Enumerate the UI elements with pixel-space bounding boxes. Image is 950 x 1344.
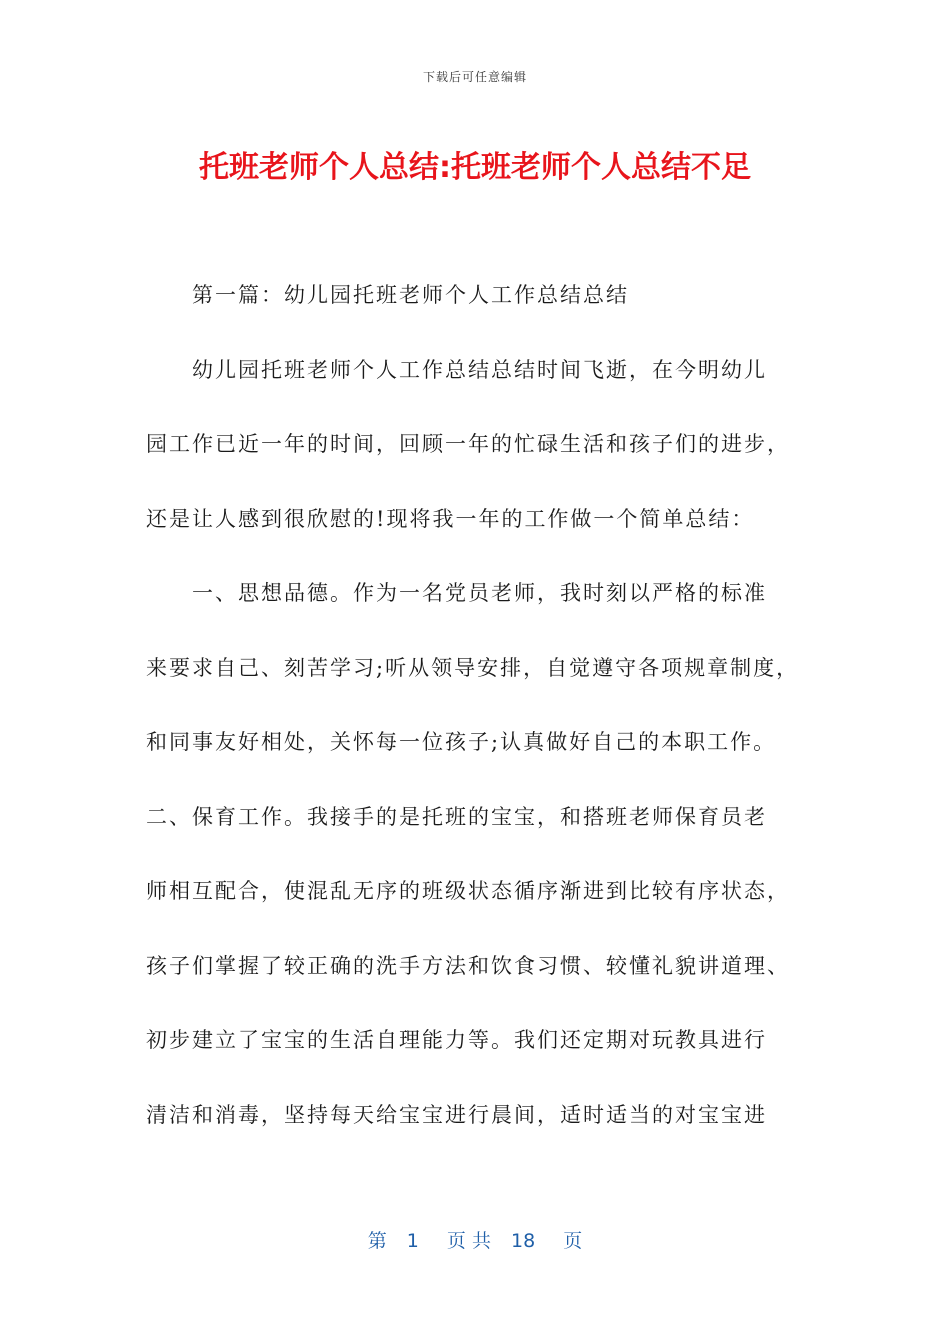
body-line: 二、保育工作。我接手的是托班的宝宝，和搭班老师保育员老: [146, 804, 767, 829]
body-line: 来要求自己、刻苦学习;听从领导安排，自觉遵守各项规章制度，: [146, 655, 800, 680]
body-line: 幼儿园托班老师个人工作总结总结时间飞逝，在今明幼儿: [146, 357, 767, 382]
page-current: 1: [406, 1230, 419, 1252]
page-total: 18: [511, 1230, 536, 1252]
page-suffix: 页: [563, 1230, 583, 1252]
body-line: 孩子们掌握了较正确的洗手方法和饮食习惯、较懂礼貌讲道理、: [146, 953, 790, 978]
body-line: 师相互配合，使混乱无序的班级状态循序渐进到比较有序状态，: [146, 879, 790, 903]
body-line: 园工作已近一年的时间，回顾一年的忙碌生活和孩子们的进步，: [146, 432, 790, 456]
body-line: 和同事友好相处，关怀每一位孩子;认真做好自己的本职工作。: [146, 730, 777, 754]
body-line: 初步建立了宝宝的生活自理能力等。我们还定期对玩教具进行: [146, 1028, 767, 1052]
body-line: 一、思想品德。作为一名党员老师，我时刻以严格的标准: [146, 581, 767, 605]
page-middle: 页 共: [446, 1230, 491, 1252]
document-title: 托班老师个人总结:托班老师个人总结不足: [199, 150, 751, 185]
page-prefix: 第: [367, 1230, 387, 1252]
document-body: [146, 258, 826, 1152]
page-footer: [0, 1226, 950, 1253]
body-line: 清洁和消毒，坚持每天给宝宝进行晨间，适时适当的对宝宝进: [146, 1102, 767, 1127]
body-line: 还是让人感到很欣慰的!现将我一年的工作做一个简单总结：: [146, 506, 755, 531]
body-line: 第一篇：幼儿园托班老师个人工作总结总结: [146, 283, 629, 307]
header-note: 下载后可任意编辑: [422, 70, 527, 84]
